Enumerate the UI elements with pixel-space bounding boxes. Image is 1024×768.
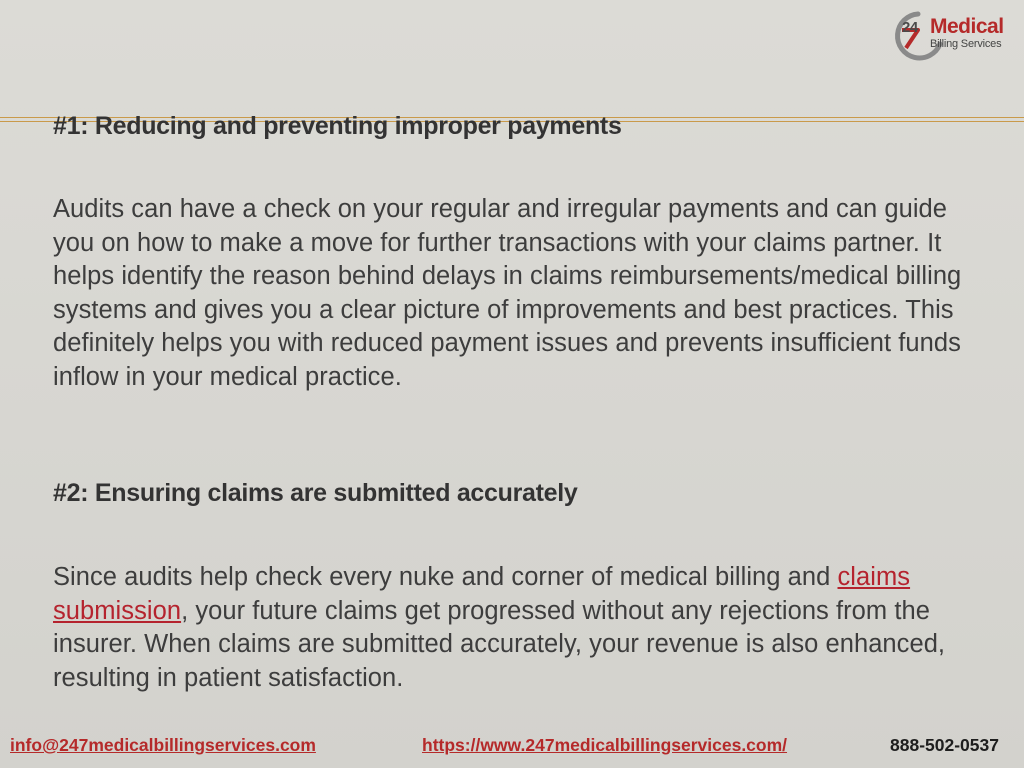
section-2-paragraph	[53, 561, 983, 695]
section-1-heading: #1: Reducing and preventing improper payments	[53, 112, 622, 140]
section-2-text-before-link: Since audits help check every nuke and corner of medical billing and	[53, 563, 838, 591]
logo-word: Medical	[930, 15, 1004, 38]
logo-subtitle: Billing Services	[930, 38, 1002, 50]
section-1-paragraph: Audits can have a check on your regular and irregular payments and can guide you on how to make a move for further transactions with your claims partner. It helps identify the reason behind delays in claims reimbursements/medical billing systems and gives you a clear picture of improvements and best practices. This definitely helps you with reduced payment issues and prevents insufficient funds inflow in your medical practice.	[53, 195, 962, 391]
claims-submission-link[interactable]: claims submission	[53, 563, 911, 625]
section-2-heading: #2: Ensuring claims are submitted accurately	[53, 479, 578, 507]
footer-website-link[interactable]: https://www.247medicalbillingservices.com/	[422, 735, 788, 755]
logo-number: 24	[902, 19, 918, 36]
footer-phone: 888-502-0537	[890, 735, 999, 755]
footer	[0, 735, 1024, 765]
company-logo[interactable]	[888, 8, 1018, 64]
footer-email-link[interactable]: info@247medicalbillingservices.com	[10, 735, 316, 755]
section-2-text-after-link: , your future claims get progressed without any rejections from the insurer. When claims are submitted accurately, your revenue is also enhanced, resulting in patient satisfaction.	[53, 596, 946, 692]
